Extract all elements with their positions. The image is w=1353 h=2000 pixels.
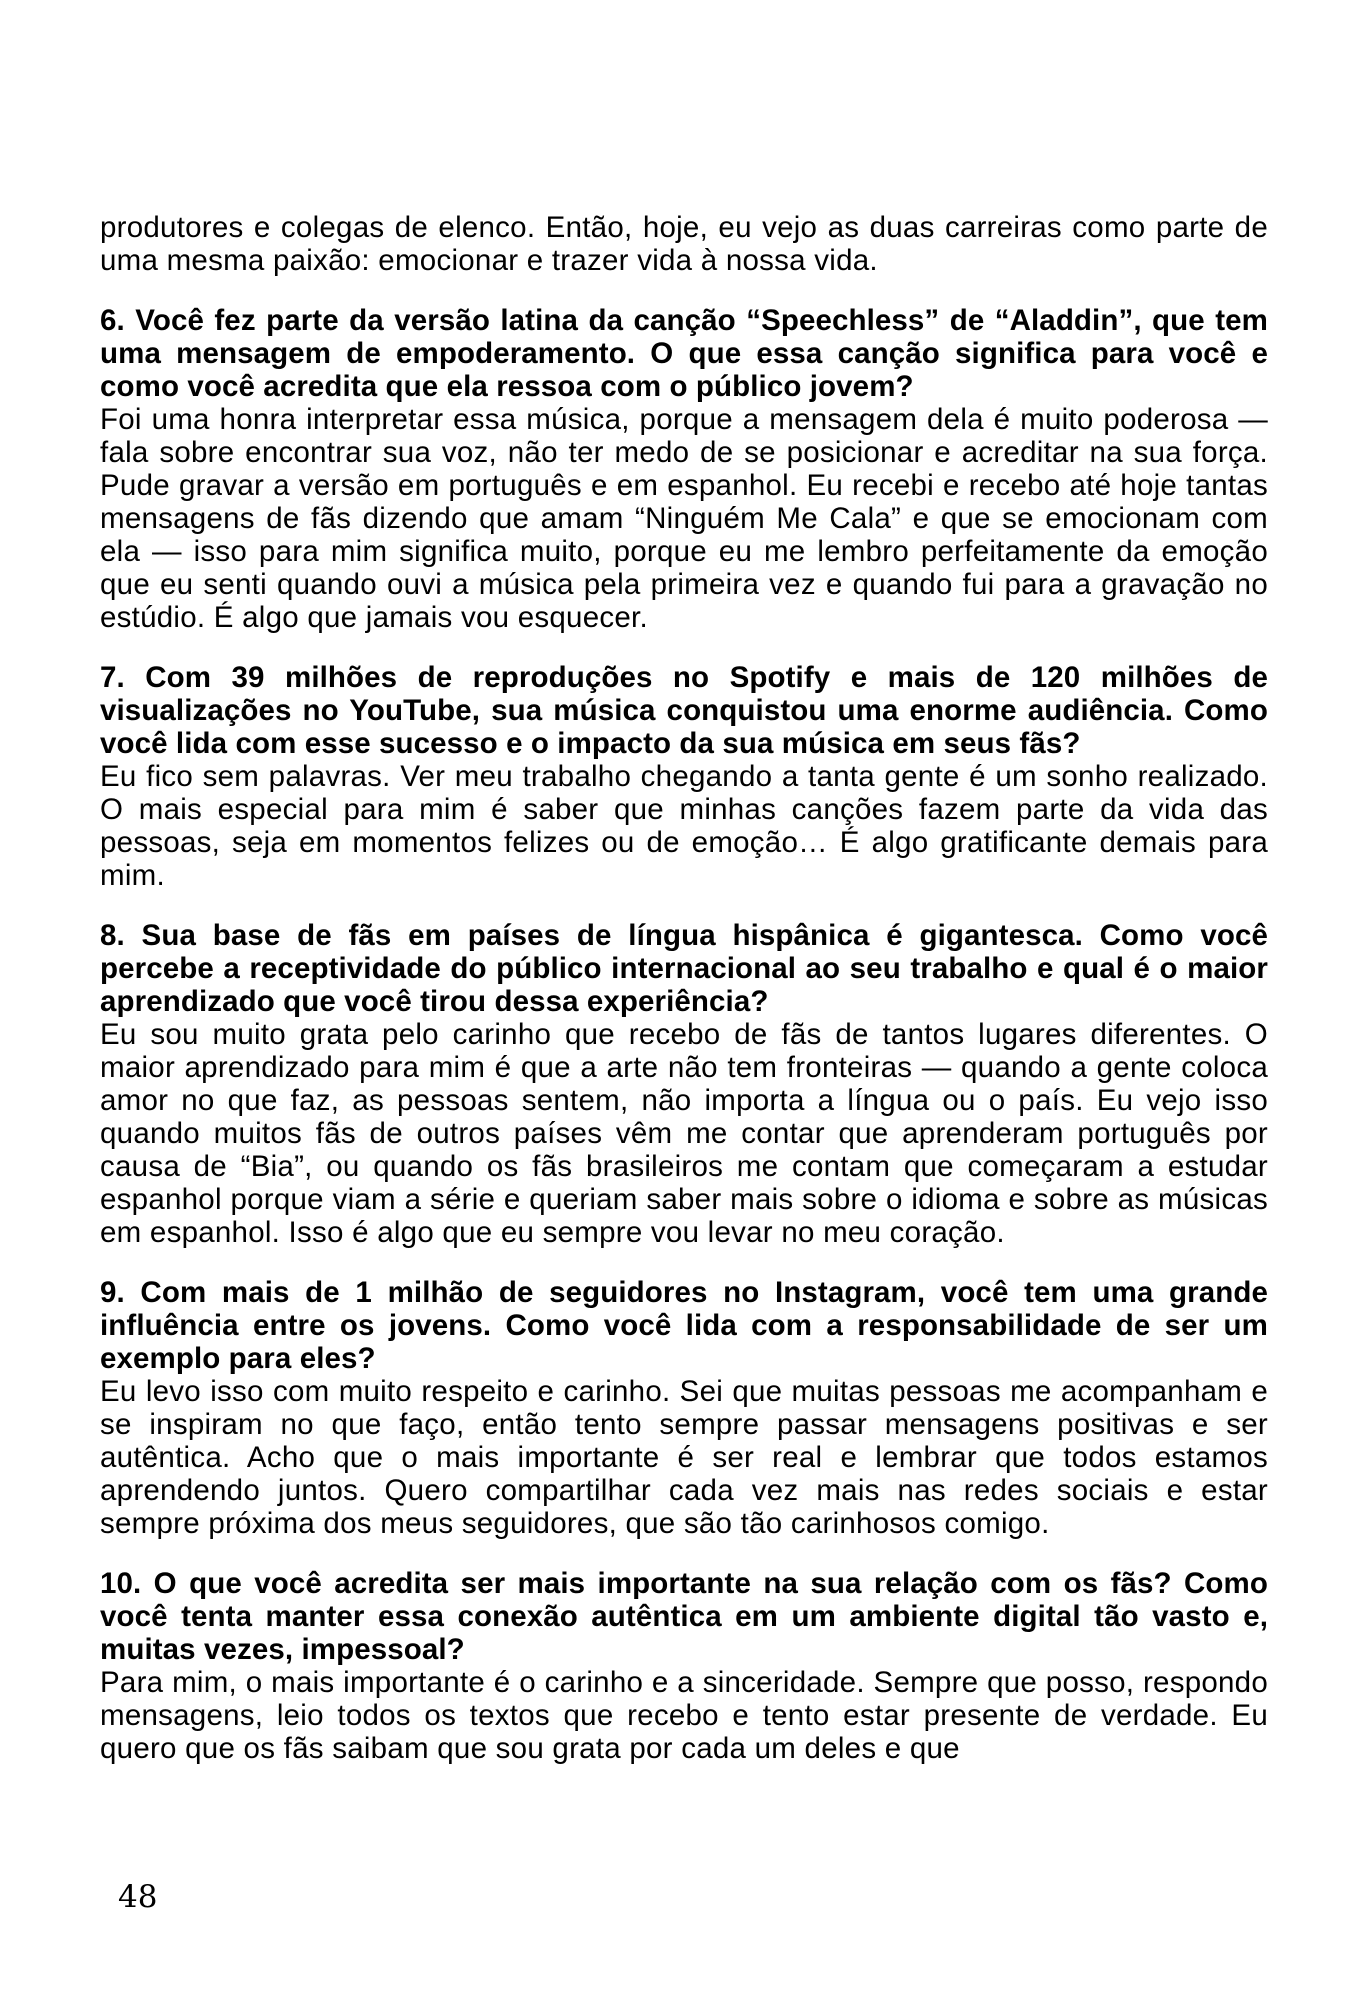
continuation-paragraph: produtores e colegas de elenco. Então, hoje, eu vejo as duas carreiras como parte de uma mesma paixão: emocionar e trazer vida à nossa vida. — [100, 211, 1268, 277]
answer-8: Eu sou muito grata pelo carinho que recebo de fãs de tantos lugares diferentes. O maior aprendizado para mim é que a arte não tem fronteiras — quando a gente coloca amor no que faz, as pessoas sentem, não importa a língua ou o país. Eu vejo isso quando muitos fãs de outros países vêm me contar que aprenderam português por causa de “Bia”, ou quando os fãs brasileiros me contam que começaram a estudar espanhol porque viam a série e queriam saber mais sobre o idioma e sobre as músicas em espanhol. Isso é algo que eu sempre vou levar no meu coração. — [100, 1018, 1268, 1249]
answer-9: Eu levo isso com muito respeito e carinho. Sei que muitas pessoas me acompanham e se inspiram no que faço, então tento sempre passar mensagens positivas e ser autêntica. Acho que o mais importante é ser real e lembrar que todos estamos aprendendo juntos. Quero compartilhar cada vez mais nas redes sociais e estar sempre próxima dos meus seguidores, que são tão carinhosos comigo. — [100, 1375, 1268, 1540]
answer-10: Para mim, o mais importante é o carinho e a sinceridade. Sempre que posso, respondo mensagens, leio todos os textos que recebo e tento estar presente de verdade. Eu quero que os fãs saibam que sou grata por cada um deles e que — [100, 1666, 1268, 1765]
question-7: 7. Com 39 milhões de reproduções no Spotify e mais de 120 milhões de visualizações no YouTube, sua música conquistou uma enorme audiência. Como você lida com esse sucesso e o impacto da sua música em seus fãs? — [100, 661, 1268, 760]
page-number: 48 — [118, 1879, 158, 1915]
answer-6: Foi uma honra interpretar essa música, porque a mensagem dela é muito poderosa — fala sobre encontrar sua voz, não ter medo de se posicionar e acreditar na sua força. Pude gravar a versão em português e em espanhol. Eu recebi e recebo até hoje tantas mensagens de fãs dizendo que amam “Ninguém Me Cala” e que se emocionam com ela — isso para mim significa muito, porque eu me lembro perfeitamente da emoção que eu senti quando ouvi a música pela primeira vez e quando fui para a gravação no estúdio. É algo que jamais vou esquecer. — [100, 403, 1268, 634]
question-6: 6. Você fez parte da versão latina da canção “Speechless” de “Aladdin”, que tem uma mensagem de empoderamento. O que essa canção significa para você e como você acredita que ela ressoa com o público jovem? — [100, 304, 1268, 403]
question-10: 10. O que você acredita ser mais importante na sua relação com os fãs? Como você tenta manter essa conexão autêntica em um ambiente digital tão vasto e, muitas vezes, impessoal? — [100, 1567, 1268, 1666]
answer-7: Eu fico sem palavras. Ver meu trabalho chegando a tanta gente é um sonho realizado. O mais especial para mim é saber que minhas canções fazem parte da vida das pessoas, seja em momentos felizes ou de emoção… É algo gratificante demais para mim. — [100, 760, 1268, 892]
interview-text-block — [100, 211, 1268, 1765]
question-8: 8. Sua base de fãs em países de língua hispânica é gigantesca. Como você percebe a receptividade do público internacional ao seu trabalho e qual é o maior aprendizado que você tirou dessa experiência? — [100, 919, 1268, 1018]
question-9: 9. Com mais de 1 milhão de seguidores no Instagram, você tem uma grande influência entre os jovens. Como você lida com a responsabilidade de ser um exemplo para eles? — [100, 1276, 1268, 1375]
